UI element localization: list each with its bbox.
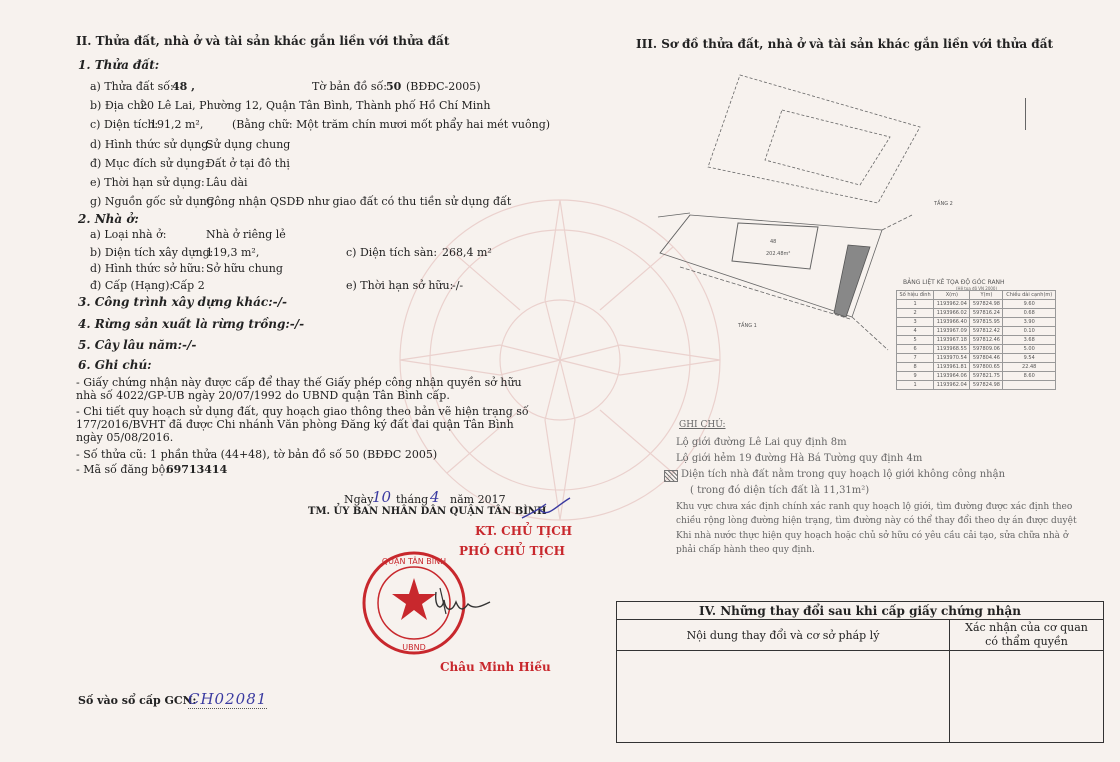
note-3: - Số thửa cũ: 1 phần thửa (44+48), tờ bản đồ số 50 (BĐĐC 2005) [76, 448, 438, 461]
coordinate-cell: 6 [897, 345, 934, 354]
house-type-value: Nhà ở riêng lẻ [206, 228, 286, 241]
use-term-label: e) Thời hạn sử dụng: [90, 176, 205, 189]
floor-area-label: c) Diện tích sàn: [346, 246, 438, 259]
coordinate-cell: 5 [897, 336, 934, 345]
note-1: - Giấy chứng nhận này được cấp để thay thế Giấy phép công nhận quyền sở hữu nhà số 4022/GP-UB ngày 20/07/1992 do UBND quận Tân Bình cấp. [76, 376, 522, 402]
ownership-value: Sở hữu chung [206, 262, 283, 275]
area-value: 191,2 m², [150, 118, 204, 131]
coordinate-cell: 1193970.54 [934, 354, 970, 363]
coordinates-table-body [897, 300, 1056, 390]
coordinate-cell: 1193962.04 [934, 381, 970, 390]
coordinate-row [897, 336, 1056, 345]
area-words: (Bằng chữ: Một trăm chín mươi mốt phẩy hai mét vuông) [232, 118, 551, 131]
coordinate-cell: 1193962.04 [934, 300, 970, 309]
coordinate-cell: 3.68 [1003, 336, 1056, 345]
handwritten-signature [430, 582, 500, 622]
coordinate-cell: 597812.46 [970, 336, 1003, 345]
coordinate-cell: 0.68 [1003, 309, 1056, 318]
use-form-value: Sử dụng chung [206, 138, 291, 151]
signer-name: Châu Minh Hiếu [440, 660, 551, 674]
grade-value: Cấp 2 [172, 279, 205, 292]
col-vertex: Số hiệu đỉnh [897, 291, 934, 300]
parcel-number-label: 48 [770, 239, 777, 245]
coordinate-cell: 22.48 [1003, 363, 1056, 372]
coordinates-table [896, 290, 1056, 390]
coordinate-cell: 9.60 [1003, 300, 1056, 309]
coordinate-cell: 3 [897, 318, 934, 327]
map-sheet-note: (BĐĐC-2005) [406, 80, 481, 93]
grade-label: đ) Cấp (Hạng): [90, 279, 174, 292]
coordinate-row [897, 309, 1056, 318]
perennial-trees: 5. Cây lâu năm:-/- [78, 338, 197, 352]
agency-name: TM. ỦY BAN NHÂN DÂN QUẬN TÂN BÌNH [308, 506, 547, 517]
diagram-notes-heading: GHI CHÚ: [679, 420, 726, 430]
use-purpose-label: đ) Mục đích sử dụng: [90, 157, 209, 170]
use-form-label: d) Hình thức sử dụng: [90, 138, 213, 151]
coordinate-cell: 597804.46 [970, 354, 1003, 363]
coordinate-cell: 5.00 [1003, 345, 1056, 354]
ownership-term-label: e) Thời hạn sở hữu: [346, 279, 454, 292]
land-heading: 1. Thửa đất: [78, 58, 160, 72]
coordinate-row [897, 381, 1056, 390]
coordinate-cell: 597812.42 [970, 327, 1003, 336]
coordinate-row [897, 318, 1056, 327]
handwritten-check-mark [520, 496, 572, 526]
coordinate-cell: 3.90 [1003, 318, 1056, 327]
map-sheet-value: 50 [386, 80, 402, 93]
coordinate-cell: 597800.65 [970, 363, 1003, 372]
legend-land-area: ( trong đó diện tích đất là 11,31m²) [690, 485, 870, 496]
changes-col-confirmation-line2: có thẩm quyền [985, 635, 1068, 648]
coordinate-cell: 4 [897, 327, 934, 336]
coordinate-row [897, 345, 1056, 354]
date-month-word: tháng [396, 493, 429, 506]
coordinate-cell: 597816.24 [970, 309, 1003, 318]
col-x: X(m) [934, 291, 970, 300]
built-area-label: b) Diện tích xây dựng: [90, 246, 214, 259]
address-value: 20 Lê Lai, Phường 12, Quận Tân Bình, Thành phố Hồ Chí Minh [140, 99, 491, 112]
changes-content-cell [617, 651, 950, 743]
date-month: 4 [430, 488, 440, 506]
role-vice-chair-2: PHÓ CHỦ TỊCH [459, 544, 565, 558]
changes-col-content: Nội dung thay đổi và cơ sở pháp lý [617, 620, 950, 651]
date-year: năm 2017 [450, 493, 506, 506]
ownership-term-value: -/- [452, 279, 464, 292]
coord-table-title: BẢNG LIỆT KÊ TỌA ĐỘ GÓC RANH [903, 279, 1005, 286]
coordinate-cell: 9 [897, 372, 934, 381]
date-day: 10 [372, 488, 392, 506]
coordinate-row [897, 372, 1056, 381]
planted-forest: 4. Rừng sản xuất là rừng trồng:-/- [78, 317, 305, 331]
changes-title: IV. Những thay đổi sau khi cấp giấy chứng nhận [617, 602, 1104, 620]
floor-1-label: TẦNG 1 [738, 323, 757, 329]
parcel-area-label: 202.48m² [766, 251, 791, 257]
coordinate-cell: 597824.98 [970, 381, 1003, 390]
built-area-value: 119,3 m², [206, 246, 260, 259]
legend-renovation-1: Khi nhà nước thực hiện quy hoạch hoặc chủ sở hữu có yêu cầu cải tạo, sửa chữa nhà ở [676, 531, 1069, 541]
coordinate-cell: 8.60 [1003, 372, 1056, 381]
legend-alley-19: Lộ giới hẻm 19 đường Hà Bá Tường quy định 4m [676, 453, 923, 464]
coordinate-row [897, 300, 1056, 309]
role-vice-chair-1: KT. CHỦ TỊCH [475, 524, 573, 538]
hatched-area-swatch [664, 470, 678, 482]
coordinate-cell: 1 [897, 300, 934, 309]
address-label: b) Địa chỉ: [90, 99, 148, 112]
area-label: c) Diện tích: [90, 118, 159, 131]
notes-heading: 6. Ghi chú: [78, 358, 152, 372]
coordinate-cell: 0.10 [1003, 327, 1056, 336]
coordinate-cell: 1193961.81 [934, 363, 970, 372]
use-purpose-value: Đất ở tại đô thị [206, 157, 290, 170]
house-heading: 2. Nhà ở: [78, 212, 139, 226]
registry-value: 69713414 [166, 463, 228, 476]
legend-undefined-1: Khu vực chưa xác định chính xác ranh quy hoạch lộ giới, tìm đường được xác định theo [676, 502, 1073, 512]
changes-confirmation-cell [950, 651, 1104, 743]
legend-renovation-2: phải chấp hành theo quy định. [676, 545, 815, 555]
coordinate-cell: 597809.06 [970, 345, 1003, 354]
coordinate-cell: 1193967.18 [934, 336, 970, 345]
changes-table [616, 601, 1104, 743]
coordinate-cell: 1193967.09 [934, 327, 970, 336]
changes-col-confirmation-line1: Xác nhận của cơ quan [965, 621, 1088, 634]
registry-label: - Mã số đăng bộ: [76, 463, 169, 476]
section-iii-title: III. Sơ đồ thửa đất, nhà ở và tài sản khác gắn liền với thửa đất [636, 37, 1054, 51]
svg-text:UBND: UBND [402, 643, 426, 652]
parcel-number-label: a) Thửa đất số: [90, 80, 174, 93]
coordinate-cell: 1193966.40 [934, 318, 970, 327]
coordinate-row [897, 363, 1056, 372]
parcel-number-value: 48 , [172, 80, 195, 93]
coordinate-cell: 1193966.02 [934, 309, 970, 318]
use-term-value: Lâu dài [206, 176, 248, 189]
coordinate-cell: 7 [897, 354, 934, 363]
coordinate-cell: 597824.98 [970, 300, 1003, 309]
coordinate-cell: 2 [897, 309, 934, 318]
coord-table-subtitle: (Hệ tọa độ VN 2000) [956, 286, 998, 291]
coordinate-cell: 1 [897, 381, 934, 390]
coordinate-cell: 9.54 [1003, 354, 1056, 363]
gcn-register-value: CH02081 [188, 690, 268, 708]
changes-col-confirmation [950, 620, 1104, 651]
col-y: Y(m) [970, 291, 1003, 300]
floor-2-label: TẦNG 2 [934, 201, 953, 207]
col-length: Chiều dài cạnh(m) [1003, 291, 1056, 300]
coordinate-cell: 8 [897, 363, 934, 372]
house-type-label: a) Loại nhà ở: [90, 228, 167, 241]
legend-road-le-lai: Lộ giới đường Lê Lai quy định 8m [676, 437, 847, 448]
floor-area-value: 268,4 m² [442, 246, 492, 259]
legend-undefined-2: chiều rộng lòng đường hiện trạng, tìm đường này có thể thay đổi theo dự án được duyệt [676, 516, 1077, 526]
gcn-register-label: Số vào sổ cấp GCN: [78, 694, 197, 707]
section-ii-title: II. Thửa đất, nhà ở và tài sản khác gắn liền với thửa đất [76, 34, 450, 48]
other-construction: 3. Công trình xây dựng khác:-/- [78, 295, 287, 309]
coordinate-cell: 597821.75 [970, 372, 1003, 381]
origin-label: g) Nguồn gốc sử dụng: [90, 195, 218, 208]
note-2: - Chi tiết quy hoạch sử dụng đất, quy hoạch giao thông theo bản vẽ hiện trạng số 177/2016/BVHT đã được Chi nhánh Văn phòng Đăng ký đất đai quận Tân Bình ngày 05/08/2016. [76, 405, 529, 444]
map-sheet-label: Tờ bản đồ số: [312, 80, 387, 93]
coordinate-cell: 1193964.06 [934, 372, 970, 381]
origin-value: Công nhận QSDĐ như giao đất có thu tiền sử dụng đất [206, 195, 512, 208]
coordinate-row [897, 327, 1056, 336]
coordinate-row [897, 354, 1056, 363]
coordinate-cell [1003, 381, 1056, 390]
legend-planned-area: Diện tích nhà đất nằm trong quy hoạch lộ giới không công nhận [681, 469, 1006, 480]
coordinate-cell: 1193968.55 [934, 345, 970, 354]
coordinate-cell: 597815.95 [970, 318, 1003, 327]
svg-text:QUẬN TÂN BÌNH: QUẬN TÂN BÌNH [381, 557, 447, 566]
ownership-label: d) Hình thức sở hữu: [90, 262, 205, 275]
date-prefix: Ngày [344, 493, 374, 506]
